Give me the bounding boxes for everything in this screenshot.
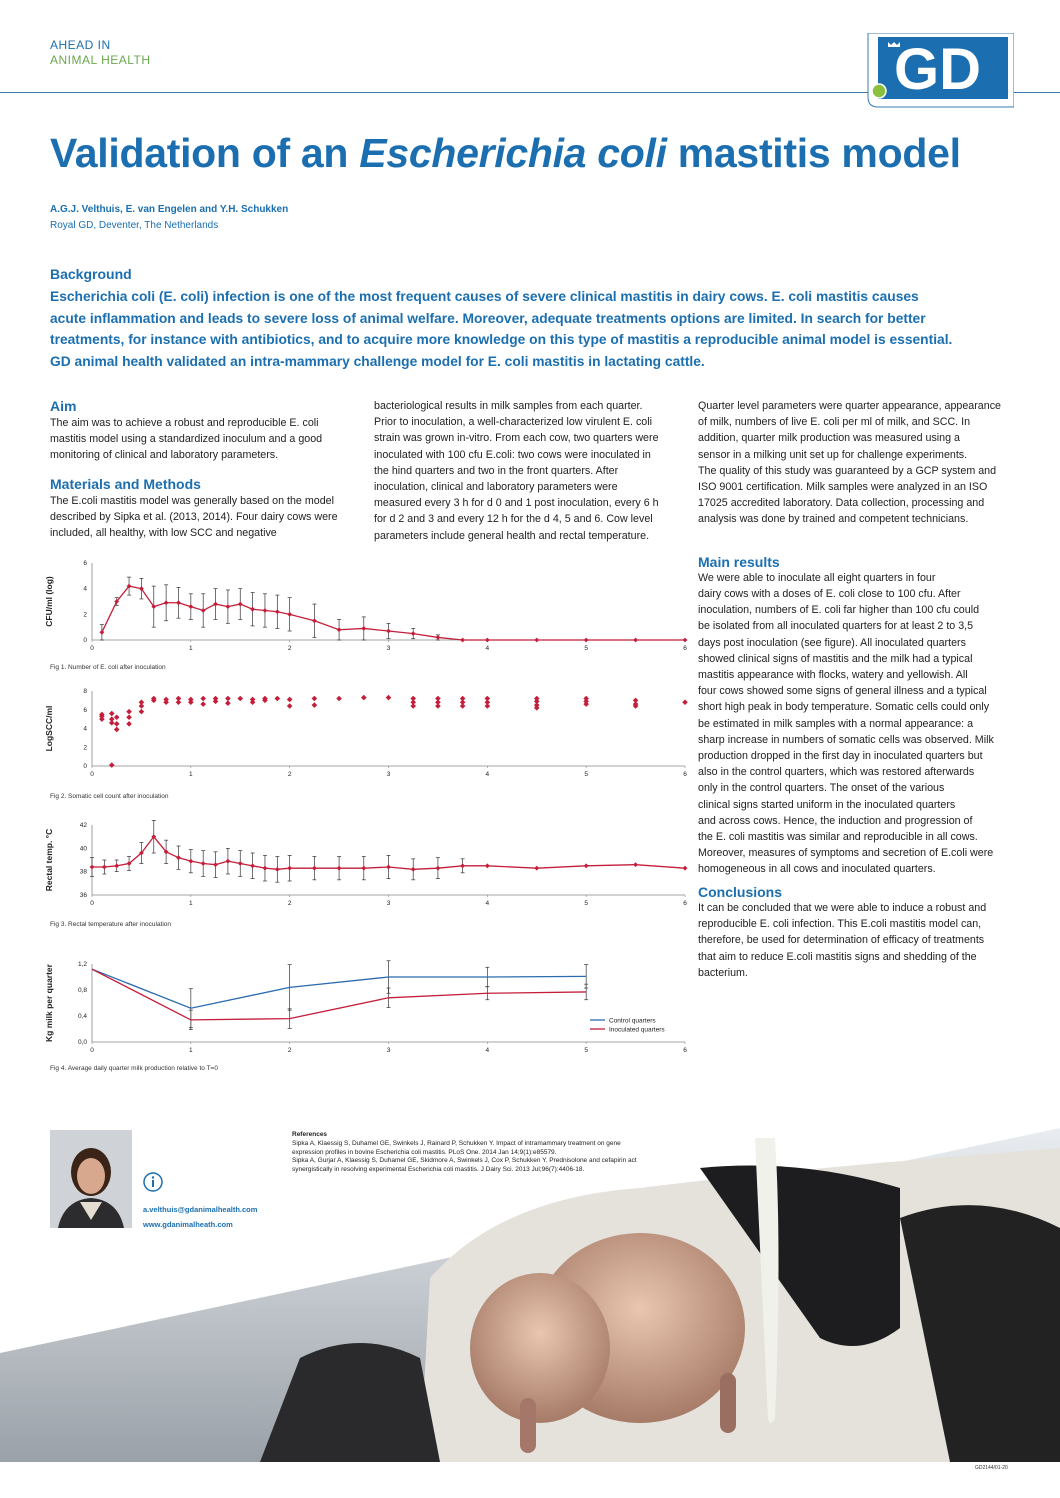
scc-point — [213, 699, 219, 705]
aim-section — [50, 398, 370, 541]
methods-line: ISO 9001 certification. Milk samples were analyzed in an ISO — [698, 481, 988, 494]
results-line: be estimated in milk samples with a normal appearance: a — [698, 717, 974, 730]
results-line: inoculation, numbers of E. coli far higher than 100 cfu could — [698, 604, 980, 617]
methods-line: The E.coli mastitis model was generally based on the model — [50, 494, 334, 507]
data-point — [188, 604, 193, 609]
contact-web[interactable]: www.gdanimalheath.com — [143, 1220, 233, 1229]
data-point — [312, 618, 317, 623]
methods-line: included, all healthy, with low SCC and negative — [50, 527, 277, 540]
x-tick-label: 6 — [683, 771, 687, 778]
results-line: short high peak in body temperature. Somatic cells could only — [698, 701, 990, 714]
scc-point — [139, 709, 145, 715]
background-line: GD animal health validated an intra-mammary challenge model for E. coli mastitis in lactating cattle. — [50, 353, 705, 369]
methods-line: sensor in a milking unit set up for challenge experiments. — [698, 448, 968, 461]
reference-line: synergistically in resolving experimental Escherichia coli mastitis. J Dairy Sci. 2013 Jul;96(7):4406-18. — [292, 1166, 585, 1174]
fig1-chart — [40, 555, 695, 660]
data-point — [534, 638, 539, 643]
gd-logo — [866, 33, 1014, 111]
conclusions-line: It can be concluded that we were able to induce a robust and — [698, 901, 987, 914]
aim-heading: Aim — [50, 398, 77, 414]
background-line: treatments, for instance with antibiotics, and to acquire more knowledge on this type of mastitis a reproducible animal model is essential. — [50, 332, 953, 347]
data-point — [361, 866, 366, 871]
x-tick-label: 5 — [584, 900, 588, 907]
y-tick-label: 4 — [83, 585, 87, 593]
methods-col3 — [698, 398, 1018, 981]
results-line: and across cows. Hence, the induction and progression of — [698, 814, 973, 827]
data-point — [176, 855, 181, 860]
x-tick-label: 2 — [287, 645, 292, 652]
methods-line: the hind quarters and two in the front quarters. After — [374, 464, 619, 477]
methods-heading: Materials and Methods — [50, 475, 201, 492]
data-point — [485, 638, 490, 643]
footer-code: GD2144/01-20 — [975, 1465, 1008, 1471]
logo-text: GD — [894, 37, 981, 102]
x-tick-label: 2 — [287, 900, 292, 907]
background-text — [50, 286, 1025, 372]
y-tick-label: 0 — [83, 637, 87, 644]
data-point — [683, 638, 688, 643]
reference-line: Sipka A, Klaessig S, Duhamel GE, Swinkels J, Rainard P, Schukken Y. Impact of intramammary treatment on gene — [292, 1139, 621, 1147]
scc-point — [176, 699, 182, 705]
scc-point — [682, 699, 688, 705]
x-tick-label: 3 — [386, 900, 391, 907]
data-point — [188, 859, 193, 864]
author-photo — [50, 1130, 132, 1228]
x-tick-label: 5 — [584, 645, 588, 652]
results-line: We were able to inoculate all eight quarters in four — [698, 571, 936, 584]
methods-line: of milk, numbers of live E. coli per ml of milk, and SCC. In — [698, 416, 971, 429]
methods-line: The quality of this study was guaranteed by a GCP system and — [698, 464, 997, 477]
data-point — [633, 862, 638, 867]
y-axis-label: LogSCC/ml — [44, 705, 54, 752]
x-tick-label: 6 — [683, 900, 687, 907]
data-point — [436, 866, 441, 871]
series-line — [102, 586, 685, 640]
x-tick-label: 1 — [189, 1047, 193, 1054]
methods-line: for d 2 and 3 and every 12 h for the d 4, 5 and 6. Cow level — [374, 513, 653, 526]
data-point — [250, 607, 255, 612]
scc-point — [109, 720, 115, 726]
y-axis-label: CFU/ml (log) — [44, 576, 54, 627]
results-line: showed clinical signs of mastitis and the milk had a typical — [698, 652, 973, 665]
data-point — [584, 863, 589, 868]
x-tick-label: 4 — [485, 1047, 490, 1054]
results-line: Moreover, measures of symptoms and secretion of E.coli were — [698, 847, 994, 860]
scc-point — [188, 699, 194, 705]
data-point — [485, 863, 490, 868]
methods-line: bacteriological results in milk samples from each quarter. — [374, 400, 643, 412]
data-point — [361, 626, 366, 631]
methods-line: described by Sipka et al. (2013, 2014). Four dairy cows were — [50, 510, 338, 523]
authors: A.G.J. Velthuis, E. van Engelen and Y.H. Schukken — [50, 204, 289, 215]
conclusions-line: that aim to reduce E.coli mastitis signs and shedding of the — [698, 950, 977, 963]
scc-point — [460, 703, 466, 709]
methods-line: strain was grown in-vitro. From each cow, two quarters were — [374, 432, 659, 445]
scc-point — [109, 762, 115, 768]
y-tick-label: 0 — [83, 763, 87, 770]
x-tick-label: 5 — [584, 1047, 588, 1054]
y-tick-label: 42 — [79, 822, 87, 829]
results-line: four cows showed some signs of general illness and a typical — [698, 685, 987, 698]
affiliation: Royal GD, Deventer, The Netherlands — [50, 220, 219, 231]
scc-point — [386, 695, 392, 701]
methods-line: Prior to inoculation, a well-characterized low virulent E. coli — [374, 416, 652, 429]
info-icon — [143, 1172, 163, 1192]
data-point — [114, 863, 119, 868]
scc-point — [275, 696, 281, 702]
scc-point — [583, 701, 589, 707]
conclusions-line: bacterium. — [698, 966, 748, 979]
x-tick-label: 4 — [485, 771, 490, 778]
data-point — [102, 865, 107, 870]
scc-point — [237, 696, 243, 702]
data-point — [460, 638, 465, 643]
y-tick-label: 2 — [83, 611, 87, 619]
y-tick-label: 0,0 — [77, 1039, 87, 1046]
data-point — [460, 863, 465, 868]
conclusions-line: therefore, be used for determination of efficacy of treatments — [698, 934, 985, 947]
scc-point — [126, 714, 132, 720]
x-tick-label: 4 — [485, 645, 490, 652]
results-line: only in the control quarters. The onset of the various — [698, 782, 945, 795]
methods-line: inoculated with 100 cfu E.coli: two cows were inoculated in — [374, 448, 651, 461]
scc-point — [126, 709, 132, 715]
methods-line: analysis was done by trained and competent technicians. — [698, 513, 969, 526]
data-point — [225, 604, 230, 609]
scc-point — [163, 699, 169, 705]
data-point — [250, 863, 255, 868]
y-tick-label: 1,2 — [77, 961, 87, 968]
data-point — [584, 638, 589, 643]
y-tick-label: 36 — [79, 892, 87, 899]
aim-line: mastitis model using a standardized inoculum and a good — [50, 433, 323, 446]
page-title: Validation of an Escherichia coli mastitis model — [50, 130, 961, 176]
results-line: clinical signs started uniform in the inoculated quarters — [698, 798, 956, 811]
data-point — [386, 865, 391, 870]
fig3-caption: Fig 3. Rectal temperature after inoculation — [50, 921, 172, 928]
fig3-chart — [40, 815, 695, 915]
data-point — [386, 629, 391, 634]
data-point — [337, 866, 342, 871]
legend-label: Inoculated quarters — [609, 1026, 665, 1034]
y-tick-label: 8 — [83, 688, 87, 695]
y-axis-label: Rectal temp. °C — [44, 828, 54, 892]
data-point — [534, 866, 539, 871]
data-point — [213, 862, 218, 867]
results-text — [698, 570, 1018, 878]
fig2-chart — [40, 683, 695, 788]
x-tick-label: 3 — [386, 1047, 391, 1054]
x-tick-label: 2 — [287, 1047, 292, 1054]
results-line: dairy cows with a doses of E. coli close to 100 cfu. After — [698, 588, 961, 601]
y-tick-label: 6 — [83, 560, 87, 567]
scc-point — [139, 699, 145, 705]
data-point — [312, 866, 317, 871]
scc-point — [200, 696, 206, 702]
y-tick-label: 2 — [83, 744, 87, 752]
tagline-line2: ANIMAL HEALTH — [50, 53, 151, 67]
scc-point — [336, 696, 342, 702]
scc-point — [200, 701, 206, 707]
results-line: sharp increase in numbers of somatic cells was observed. Milk — [698, 733, 994, 746]
methods-col2 — [374, 398, 694, 544]
y-tick-label: 6 — [83, 706, 87, 714]
methods-line: Quarter level parameters were quarter appearance, appearance — [698, 400, 1001, 412]
data-point — [238, 861, 243, 866]
y-axis-label: Kg milk per quarter — [44, 964, 54, 1042]
x-tick-label: 6 — [683, 1047, 687, 1054]
aim-line: The aim was to achieve a robust and reproducible E. coli — [50, 417, 319, 429]
results-line: mastitis appearance with flocks, watery and yellowish. All — [698, 669, 968, 682]
scc-point — [114, 727, 120, 733]
data-point — [238, 602, 243, 607]
fig1-caption: Fig 1. Number of E. coli after inoculation — [50, 664, 166, 671]
reference-line: Sipka A, Gurjar A, Klaessig S, Duhamel GE, Skidmore A, Swinkels J, Cox P, Schukken Y. Prednisolone and cefapirin act — [292, 1157, 637, 1165]
methods-line: addition, quarter milk production was measured using a — [698, 432, 960, 445]
x-tick-label: 6 — [683, 645, 687, 652]
y-tick-label: 0,8 — [77, 987, 87, 994]
references — [292, 1131, 672, 1175]
methods-line: inoculation, clinical and laboratory parameters were — [374, 481, 618, 494]
scc-point — [250, 699, 256, 705]
data-point — [263, 608, 268, 613]
x-tick-label: 1 — [189, 900, 193, 907]
x-tick-label: 3 — [386, 645, 391, 652]
scc-point — [361, 695, 367, 701]
conclusions-heading: Conclusions — [698, 883, 783, 900]
contact-email[interactable]: a.velthuis@gdanimalhealth.com — [143, 1205, 258, 1214]
scc-point — [114, 714, 120, 720]
scc-point — [287, 703, 293, 709]
fig2-caption: Fig 2. Somatic cell count after inoculation — [50, 793, 169, 800]
y-tick-label: 38 — [79, 868, 87, 876]
data-point — [337, 627, 342, 632]
conclusions-text — [698, 900, 1018, 981]
references-heading: References — [292, 1131, 328, 1138]
x-tick-label: 0 — [90, 900, 94, 907]
background-heading: Background — [50, 266, 132, 282]
results-line: production dropped in the first day in inoculated quarters but — [698, 750, 983, 763]
fig4-chart — [40, 950, 695, 1062]
data-point — [411, 631, 416, 636]
data-point — [201, 861, 206, 866]
data-point — [287, 612, 292, 617]
x-tick-label: 2 — [287, 771, 292, 778]
methods-line: parameters include general health and rectal temperature. — [374, 529, 650, 542]
data-point — [213, 602, 218, 607]
y-tick-label: 40 — [79, 845, 87, 853]
scc-point — [287, 697, 293, 703]
results-line: the E. coli mastitis was similar and reproducible in all cows. — [698, 831, 978, 844]
scc-point — [312, 702, 318, 708]
conclusions-line: reproducible E. coli infection. This E.coli mastitis model can, — [698, 918, 982, 931]
scc-point — [534, 705, 540, 711]
results-heading: Main results — [698, 553, 780, 570]
scc-point — [410, 703, 416, 709]
data-point — [176, 600, 181, 605]
data-point — [225, 859, 230, 864]
y-tick-label: 0,4 — [77, 1013, 87, 1020]
scc-point — [126, 721, 132, 727]
data-point — [275, 867, 280, 872]
data-point — [164, 600, 169, 605]
x-tick-label: 0 — [90, 1047, 94, 1054]
x-tick-label: 1 — [189, 771, 193, 778]
methods-line: measured every 3 h for d 0 and 1 post inoculation, every 6 h — [374, 497, 659, 510]
data-point — [99, 630, 104, 635]
scc-point — [485, 703, 491, 709]
x-tick-label: 1 — [189, 645, 193, 652]
data-point — [411, 867, 416, 872]
scc-point — [109, 711, 115, 717]
data-point — [436, 635, 441, 640]
data-point — [287, 866, 292, 871]
data-point — [683, 866, 688, 871]
x-tick-label: 4 — [485, 900, 490, 907]
tagline — [50, 38, 151, 68]
contact-block — [143, 1202, 257, 1232]
results-line: be isolated from all inoculated quarters for at least 2 to 3,5 — [698, 620, 974, 633]
x-tick-label: 5 — [584, 771, 588, 778]
reference-line: expression profiles in bovine Escherichia coli mastitis. PLoS One. 2014 Jan 14;9(1):e85579. — [292, 1148, 557, 1156]
x-tick-label: 0 — [90, 771, 94, 778]
logo-ball-icon — [872, 84, 886, 98]
results-line: also in the control quarters, which was restored afterwards — [698, 766, 975, 779]
scc-point — [312, 696, 318, 702]
tagline-line1: AHEAD IN — [50, 38, 111, 52]
methods-line: 17025 accredited laboratory. Data collection, processing and — [698, 497, 985, 510]
results-line: homogeneous in all cows and inoculated quarters. — [698, 863, 936, 876]
legend-label: Control quarters — [609, 1017, 656, 1025]
x-tick-label: 0 — [90, 645, 94, 652]
fig4-caption: Fig 4. Average daily quarter milk production relative to T=0 — [50, 1065, 218, 1072]
data-point — [201, 608, 206, 613]
y-tick-label: 4 — [83, 725, 87, 733]
background-line: acute inflammation and leads to severe loss of animal welfare. Moreover, adequate treatments options are limited. In search for better — [50, 310, 926, 326]
x-tick-label: 3 — [386, 771, 391, 778]
aim-line: monitoring of clinical and laboratory parameters. — [50, 449, 279, 462]
data-point — [275, 609, 280, 614]
scc-point — [435, 703, 441, 709]
series-line — [92, 969, 586, 1008]
scc-point — [114, 721, 120, 727]
background-line: Escherichia coli (E. coli) infection is one of the most frequent causes of severe clinical mastitis in dairy cows. E. coli mastitis causes — [50, 289, 919, 304]
data-point — [263, 866, 268, 871]
data-point — [633, 638, 638, 643]
scc-point — [225, 700, 231, 706]
data-point — [90, 865, 95, 870]
results-line: days post inoculation (see figure). All inoculated quarters — [698, 636, 966, 649]
